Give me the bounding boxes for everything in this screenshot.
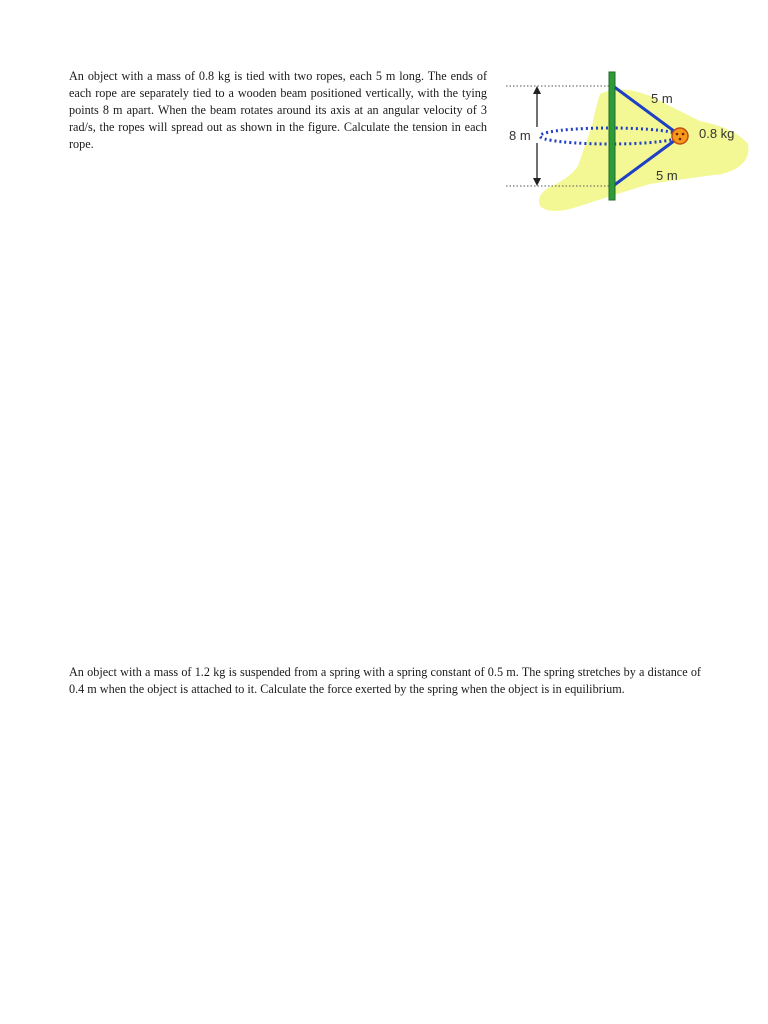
mass-ball-spot <box>676 133 679 136</box>
problem-2-text: An object with a mass of 1.2 kg is suspended from a spring with a spring constant of 0.5 m. The spring stretches by a distance of 0.4 m when the object is attached to it. Calculate the force exerted by the spring when the object is in equilibrium. <box>69 665 701 696</box>
mass-ball <box>672 128 688 144</box>
mass-ball-spot <box>682 133 685 136</box>
mass-ball-spot <box>679 138 682 141</box>
vertical-beam <box>609 72 615 200</box>
distance-arrow-head-bottom <box>533 178 541 186</box>
distance-arrow-head-top <box>533 86 541 94</box>
figure-drawing <box>500 66 760 216</box>
distance-label: 8 m <box>509 128 531 143</box>
rotating-ropes-figure <box>500 66 760 216</box>
mass-label: 0.8 kg <box>699 126 735 141</box>
problem-1-text: An object with a mass of 0.8 kg is tied with two ropes, each 5 m long. The ends of each rope are separately tied to a wooden beam positioned vertically, with the tying points 8 m apart. When the beam rotates around its axis at an angular velocity of 3 rad/s, the ropes will spread out as shown in the figure. Calculate the tension in each rope. <box>69 69 487 151</box>
top-rope-label: 5 m <box>651 91 673 106</box>
bottom-rope-label: 5 m <box>656 168 678 183</box>
